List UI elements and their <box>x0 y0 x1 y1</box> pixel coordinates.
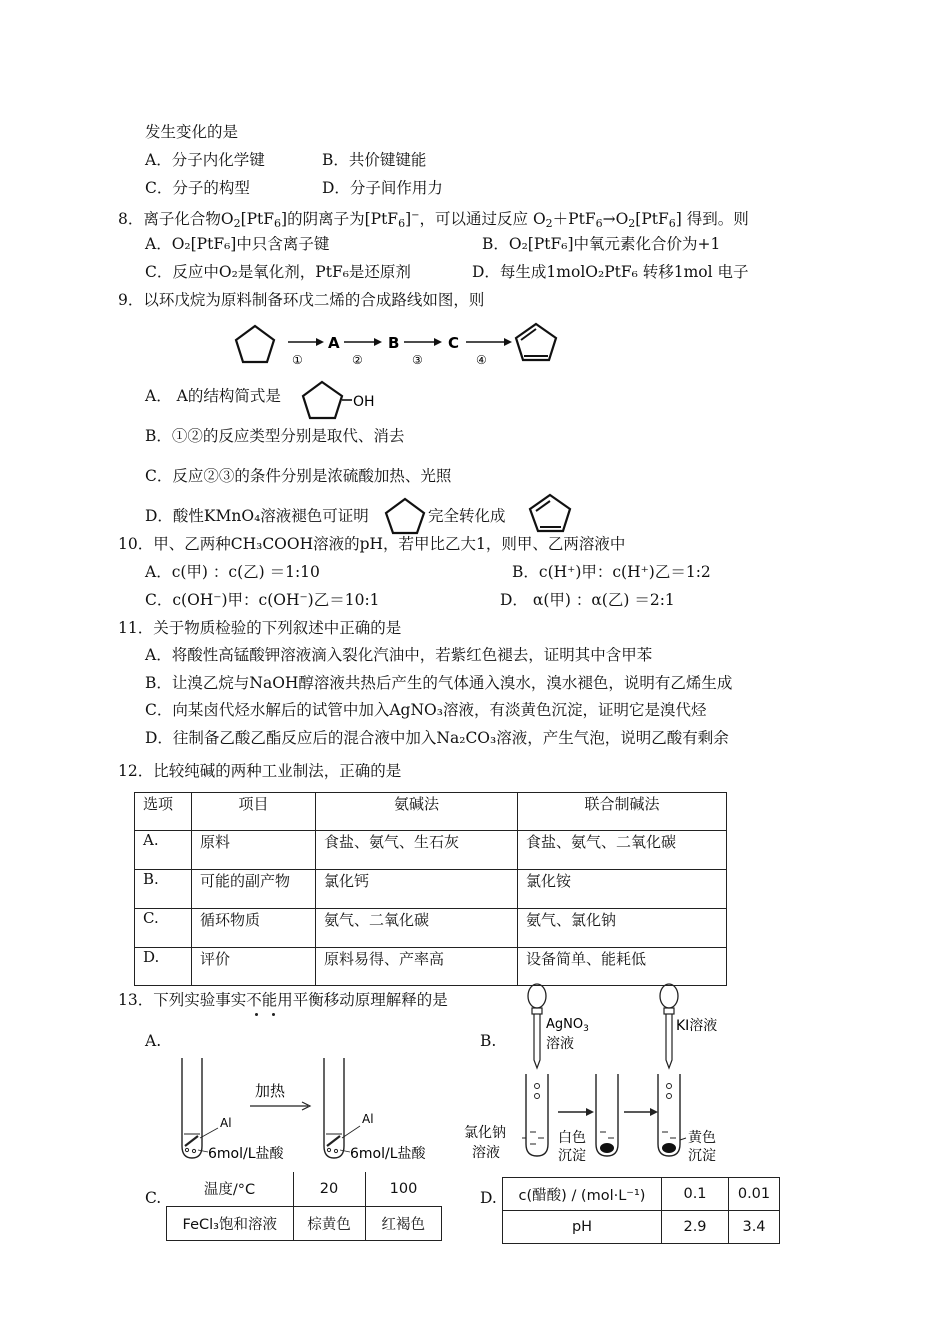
svg-text:沉淀: 沉淀 <box>688 1148 716 1162</box>
q13-table-c <box>166 1172 442 1241</box>
q10-option-d: D． α(甲) ：α(乙) ＝2:1 <box>500 591 675 609</box>
cyclopentadiene-icon <box>528 492 574 534</box>
step-1-label: ① <box>292 353 303 367</box>
q7-option-b: B．共价键键能 <box>322 151 427 169</box>
cyclopentanol-structure <box>298 378 388 424</box>
q8-option-c: C．反应中O₂是氧化剂，PtF₆是还原剂 <box>145 263 411 281</box>
q13-stem: 13．下列实验事实不能用平衡移动原理解释的是 <box>118 991 448 1009</box>
table-row: B. 可能的副产物 氯化钙 氯化铵 <box>135 870 727 909</box>
table-row: D. 评价 原料易得、产率高 设备简单、能耗低 <box>135 948 727 986</box>
q11-option-c: C．向某卤代烃水解后的试管中加入AgNO₃溶液，有淡黄色沉淀，证明它是溴代烃 <box>145 701 707 719</box>
q7-option-a: A．分子内化学键 <box>145 151 265 169</box>
q13-option-c-label: C. <box>145 1189 162 1207</box>
emphasis-dot <box>272 1013 275 1016</box>
svg-text:6mol/L盐酸: 6mol/L盐酸 <box>350 1146 426 1162</box>
q11-option-b: B．让溴乙烷与NaOH醇溶液共热后产生的气体通入溴水，溴水褪色，说明有乙烯生成 <box>145 674 733 692</box>
q13-figure-b <box>462 982 742 1162</box>
table-row: C. 循环物质 氨气、二氧化碳 氨气、氯化钠 <box>135 909 727 948</box>
q11-option-d: D．往制备乙酸乙酯反应后的混合液中加入Na₂CO₃溶液，产生气泡，说明乙酸有剩余 <box>145 729 729 747</box>
q8-option-a: A．O₂[PtF₆]中只含离子键 <box>145 235 330 253</box>
q7-option-d: D．分子间作用力 <box>322 179 443 197</box>
q11-option-a: A．将酸性高锰酸钾溶液滴入裂化汽油中，若紫红色褪去，证明其中含甲苯 <box>145 646 653 664</box>
svg-text:Al: Al <box>220 1116 232 1130</box>
intermediate-b: B <box>388 334 400 352</box>
q9-option-d-part2: 完全转化成 <box>428 507 506 525</box>
q8-option-b: B．O₂[PtF₆]中氧元素化合价为+1 <box>482 235 721 253</box>
q10-option-a: A．c(甲) ：c(乙) ＝1:10 <box>145 563 320 581</box>
svg-text:溶液: 溶液 <box>472 1145 500 1161</box>
svg-text:AgNO3: AgNO$_3$ <box>546 1017 589 1034</box>
q9-option-b: B．①②的反应类型分别是取代、消去 <box>145 427 405 445</box>
table-row: c(醋酸) / (mol·L⁻¹) 0.1 0.01 <box>503 1178 780 1211</box>
q9-synthesis-scheme <box>228 318 568 368</box>
q12-stem: 12．比较纯碱的两种工业制法，正确的是 <box>118 762 402 780</box>
svg-text:OH: OH <box>353 394 375 410</box>
svg-text:KI溶液: KI溶液 <box>676 1018 718 1034</box>
q9-option-d-part1: D．酸性KMnO₄溶液褪色可证明 <box>145 507 369 525</box>
intermediate-a: A <box>328 334 340 352</box>
svg-text:加热: 加热 <box>255 1082 286 1100</box>
table-row: pH 2.9 3.4 <box>503 1211 780 1244</box>
q13-table-d <box>502 1177 780 1244</box>
q9-stem: 9．以环戊烷为原料制备环戊二烯的合成路线如图，则 <box>118 291 485 309</box>
table-row: 温度/°C 20 100 <box>167 1172 442 1206</box>
q11-stem: 11．关于物质检验的下列叙述中正确的是 <box>118 619 402 637</box>
step-4-label: ④ <box>476 353 487 367</box>
step-2-label: ② <box>352 353 363 367</box>
q10-option-c: C．c(OH⁻)甲：c(OH⁻)乙＝10:1 <box>145 591 380 609</box>
emphasis-dot <box>255 1013 258 1016</box>
q7-option-c: C．分子的构型 <box>145 179 250 197</box>
table-header-row: 选项 项目 氨碱法 联合制碱法 <box>135 793 727 831</box>
q10-option-b: B．c(H⁺)甲：c(H⁺)乙＝1:2 <box>512 563 711 581</box>
q7-tail: 发生变化的是 <box>145 123 239 141</box>
q13-option-a-label: A. <box>145 1032 162 1050</box>
step-3-label: ③ <box>412 353 423 367</box>
table-row: A. 原料 食盐、氨气、生石灰 食盐、氨气、二氧化碳 <box>135 831 727 870</box>
svg-text:溶液: 溶液 <box>546 1036 574 1052</box>
q8-stem: 8．离子化合物O2[PtF6]的阴离子为[PtF6]−，可以通过反应 O2＋PtF6→O2[PtF6] 得到。则 <box>118 210 749 230</box>
q9-option-c: C．反应②③的条件分别是浓硫酸加热、光照 <box>145 467 452 485</box>
svg-text:黄色: 黄色 <box>688 1130 716 1146</box>
q12-comparison-table <box>134 792 727 986</box>
svg-text:白色: 白色 <box>558 1130 586 1146</box>
cyclopentane-icon <box>384 496 428 536</box>
q9-option-a: A． A的结构简式是 <box>145 387 281 405</box>
svg-text:Al: Al <box>362 1112 374 1126</box>
emphasis-not: 不能 <box>246 991 278 1009</box>
table-row: FeCl₃饱和溶液 棕黄色 红褐色 <box>167 1206 442 1240</box>
q8-option-d: D．每生成1molO₂PtF₆ 转移1mol 电子 <box>472 263 749 281</box>
svg-text:氯化钠: 氯化钠 <box>464 1125 506 1141</box>
q10-stem: 10．甲、乙两种CH₃COOH溶液的pH，若甲比乙大1，则甲、乙两溶液中 <box>118 535 626 553</box>
svg-text:沉淀: 沉淀 <box>558 1148 586 1162</box>
svg-text:6mol/L盐酸: 6mol/L盐酸 <box>208 1146 284 1162</box>
q13-option-b-label: B. <box>480 1032 497 1050</box>
intermediate-c: C <box>448 334 460 352</box>
q13-figure-a <box>170 1054 460 1164</box>
q13-option-d-label: D. <box>480 1189 497 1207</box>
